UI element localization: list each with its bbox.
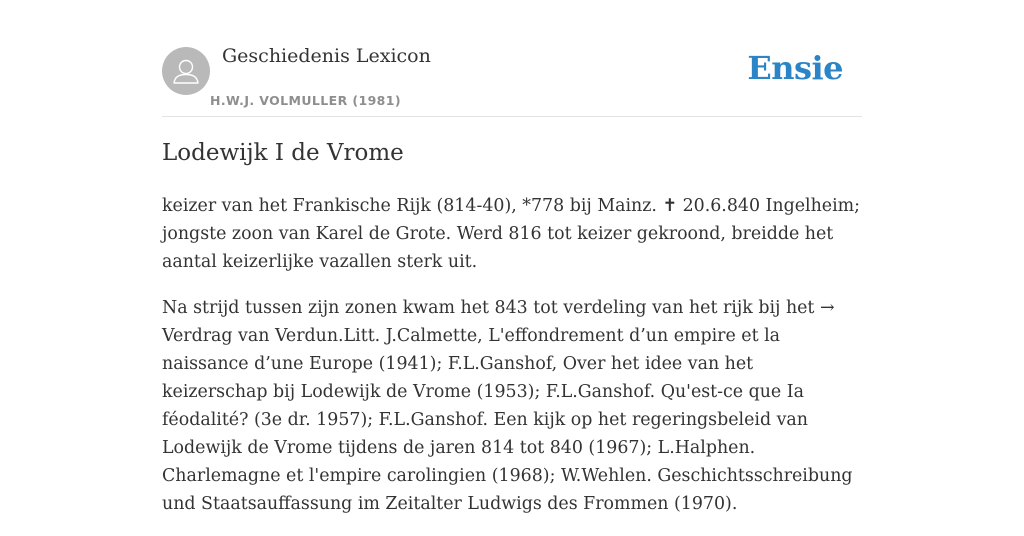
user-icon [162, 47, 210, 95]
article-title: Lodewijk I de Vrome [162, 140, 404, 166]
article-body [162, 192, 862, 536]
page [162, 0, 862, 514]
avatar[interactable] [162, 47, 210, 95]
lexicon-title[interactable]: Geschiedenis Lexicon [222, 45, 431, 67]
author-credit: H.W.J. VOLMULLER (1981) [210, 93, 401, 108]
ensie-logo[interactable]: Ensie [747, 49, 843, 87]
article-paragraph: keizer van het Frankische Rijk (814-40), *778 bij Mainz. ✝ 20.6.840 Ingelheim; jongste zoon van Karel de Grote. Werd 816 tot keizer gekroond, breidde het aantal keizerlijke vazallen sterk uit. [162, 196, 861, 272]
lexicon-header [162, 0, 862, 117]
article-paragraph: Na strijd tussen zijn zonen kwam het 843 tot verdeling van het rijk bij het → Verdrag van Verdun.Litt. J.Calmette, L'effondrement d’un empire et la naissance d’une Europe (1941); F.L.Ganshof, Over het idee van het keizerschap bij Lodewijk de Vrome (1953); F.L.Ganshof. Qu'est-ce que Ia féodalité? (3e dr. 1957); F.L.Ganshof. Een kijk op het regeringsbeleid van Lodewijk de Vrome tijdens de jaren 814 tot 840 (1967); L.Halphen. Charlemagne et l'empire carolingien (1968); W.Wehlen. Geschichtsschreibung und Staatsauffassung im Zeitalter Ludwigs des Frommen (1970). [162, 298, 853, 514]
